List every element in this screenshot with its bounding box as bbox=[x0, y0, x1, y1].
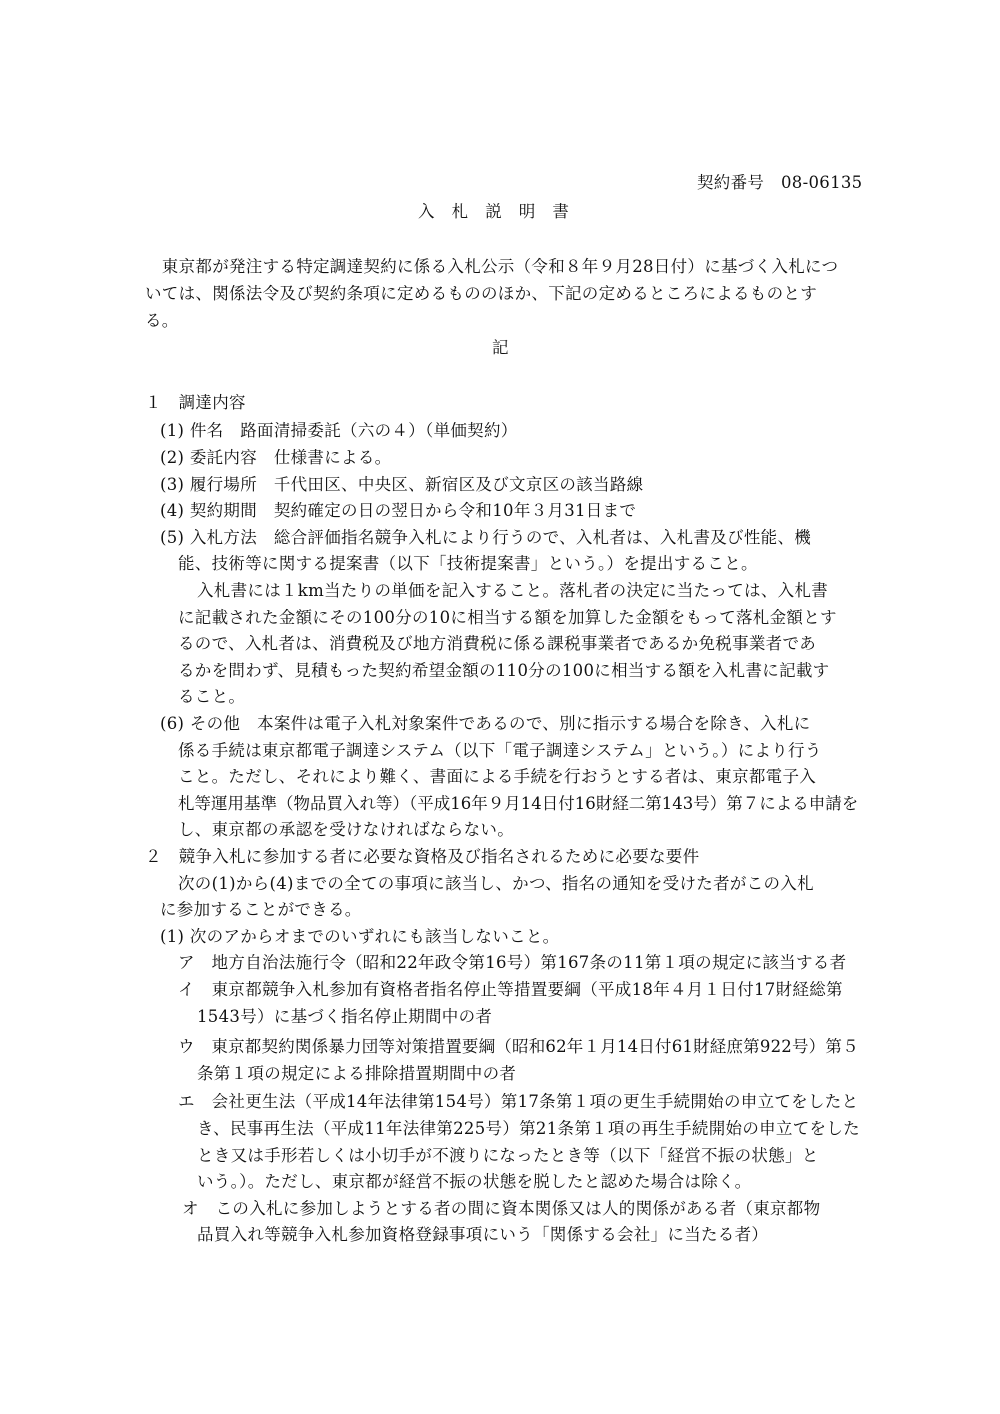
section-1-item-5-line: るかを問わず、見積もった契約希望金額の110分の100に相当する額を入札書に記載す bbox=[178, 661, 830, 680]
section-2-sub-e-line: いう。）。ただし、東京都が経営不振の状態を脱したと認めた場合は除く。 bbox=[197, 1172, 752, 1191]
section-1-item-5-line: に記載された金額にその100分の10に相当する額を加算した金額をもって落札金額とす bbox=[178, 608, 837, 627]
section-1-item-6-line: し、東京都の承認を受けなければならない。 bbox=[178, 820, 514, 839]
section-1-item-6-line: 札等運用基準（物品買入れ等）（平成16年９月14日付16財経二第143号）第７による申請を bbox=[178, 794, 859, 813]
section-2-sub-i-line: 1543号）に基づく指名停止期間中の者 bbox=[197, 1007, 493, 1026]
section-1-item-5: (5) 入札方法 総合評価指名競争入札により行うので、入札者は、入札書及び性能、機 bbox=[160, 528, 812, 547]
section-1-item-5-line: 能、技術等に関する提案書（以下「技術提案書」という。）を提出すること。 bbox=[178, 554, 758, 573]
section-1-item-5-line: 入札書には１km当たりの単価を記入すること。落札者の決定に当たっては、入札書 bbox=[197, 581, 829, 600]
document-title: 入 札 説 明 書 bbox=[418, 202, 570, 221]
intro-line: 東京都が発注する特定調達契約に係る入札公示（令和８年９月28日付）に基づく入札につ bbox=[145, 257, 839, 276]
section-1-item-3: (3) 履行場所 千代田区、中央区、新宿区及び文京区の該当路線 bbox=[160, 475, 644, 494]
section-2-sub-o: オ この入札に参加しようとする者の間に資本関係又は人的関係がある者（東京都物 bbox=[182, 1199, 821, 1218]
section-2-sub-a: ア 地方自治法施行令（昭和22年政令第16号）第167条の11第１項の規定に該当する者 bbox=[178, 953, 847, 972]
section-2-sub-e: エ 会社更生法（平成14年法律第154号）第17条第１項の更生手続開始の申立てをしたと bbox=[178, 1092, 859, 1111]
section-1-item-1: (1) 件名 路面清掃委託（六の４）（単価契約） bbox=[160, 421, 518, 440]
section-1-item-4: (4) 契約期間 契約確定の日の翌日から令和10年３月31日まで bbox=[160, 501, 637, 520]
section-1-item-6-line: こと。ただし、それにより難く、書面による手続を行おうとする者は、東京都電子入 bbox=[178, 767, 817, 786]
intro-line: る。 bbox=[145, 311, 179, 330]
section-1-heading: １ 調達内容 bbox=[145, 393, 246, 412]
section-1-item-5-line: るので、入札者は、消費税及び地方消費税に係る課税事業者であるか免税事業者であ bbox=[178, 634, 817, 653]
intro-line: いては、関係法令及び契約条項に定めるもののほか、下記の定めるところによるものとす bbox=[145, 284, 817, 303]
ki-heading: 記 bbox=[492, 338, 509, 357]
section-1-item-5-line: ること。 bbox=[178, 687, 246, 706]
section-2-intro: に参加することができる。 bbox=[160, 900, 362, 919]
section-2-heading: ２ 競争入札に参加する者に必要な資格及び指名されるために必要な要件 bbox=[145, 847, 700, 866]
section-2-sub-i: イ 東京都競争入札参加有資格者指名停止等措置要綱（平成18年４月１日付17財経総第 bbox=[178, 980, 843, 999]
section-1-item-6-line: 係る手続は東京都電子調達システム（以下「電子調達システム」という。）により行う bbox=[178, 741, 822, 760]
section-2-sub-u: ウ 東京都契約関係暴力団等対策措置要綱（昭和62年１月14日付61財経庶第922号）第５ bbox=[178, 1037, 859, 1056]
section-2-sub-e-line: とき又は手形若しくは小切手が不渡りになったとき等（以下「経営不振の状態」と bbox=[197, 1146, 819, 1165]
section-2-sub-u-line: 条第１項の規定による排除措置期間中の者 bbox=[197, 1064, 517, 1083]
section-2-item-1: (1) 次のアからオまでのいずれにも該当しないこと。 bbox=[160, 927, 560, 946]
section-2-sub-o-line: 品買入れ等競争入札参加資格登録事項にいう「関係する会社」に当たる者） bbox=[197, 1225, 769, 1244]
section-1-item-2: (2) 委託内容 仕様書による。 bbox=[160, 448, 392, 467]
section-2-sub-e-line: き、民事再生法（平成11年法律第225号）第21条第１項の再生手続開始の申立てをした bbox=[197, 1119, 860, 1138]
contract-number: 契約番号 08-06135 bbox=[697, 173, 863, 192]
section-2-intro: 次の(1)から(4)までの全ての事項に該当し、かつ、指名の通知を受けた者がこの入札 bbox=[178, 874, 814, 893]
section-1-item-6: (6) その他 本案件は電子入札対象案件であるので、別に指示する場合を除き、入札に bbox=[160, 714, 811, 733]
